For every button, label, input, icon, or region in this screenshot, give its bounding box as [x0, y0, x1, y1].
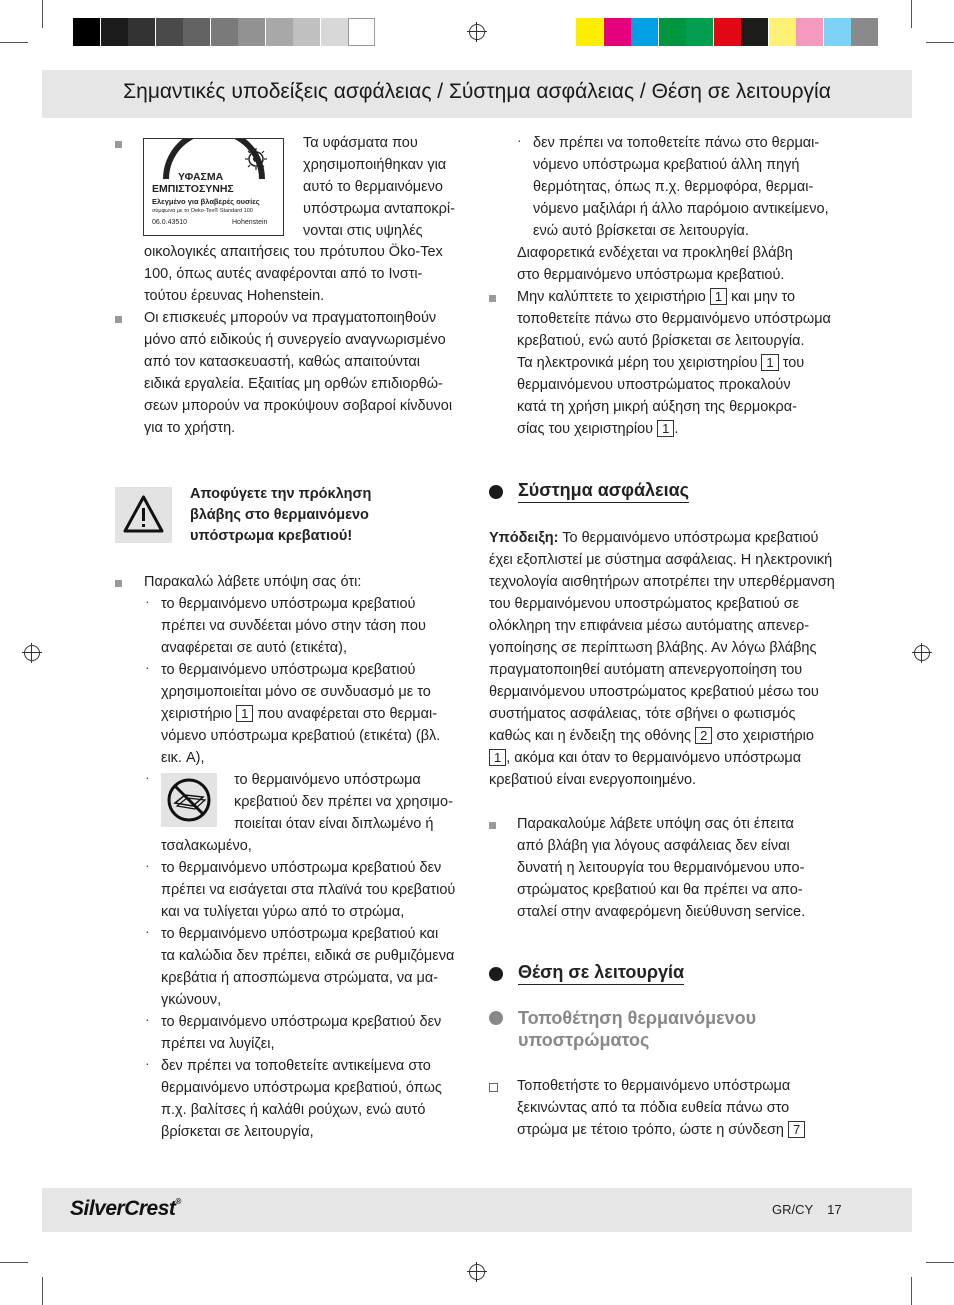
color-swatch: [686, 18, 713, 46]
page-number: 17: [827, 1202, 842, 1217]
note-intro: Παρακαλώ λάβετε υπόψη σας ότι:: [144, 574, 362, 590]
dash-bullet: ·: [517, 132, 522, 148]
bullet: [489, 295, 496, 302]
ref-number: 1: [657, 420, 674, 437]
ref-number: 1: [710, 288, 727, 305]
list-item: δεν πρέπει να τοποθετείτε πάνω στο θερμαι- νόμενο υπόστρωμα κρεβατιού άλλη πηγή θερμότητας, όπως π.χ. θερμοφόρα, θερμαι- νόμενο μαξιλάρι ή άλλο παρόμοιο αντικείμενο, ενώ αυτό βρίσκεται σε λειτουργία.: [533, 135, 829, 239]
color-swatch: [101, 18, 128, 46]
color-swatch: [714, 18, 741, 46]
ref-number: 1: [236, 705, 253, 722]
registration-mark-bottom: [467, 1262, 487, 1282]
list-item: το θερμαινόμενο υπόστρωμα κρεβατιού χρησιμοποιείται μόνο σε συνδυασμό με το χειριστήριο 1 που αναφέρεται στο θερμαι- νόμενο υπόστρωμα κρεβατιού (ετικέτα) (βλ. εικ. A),: [161, 662, 441, 766]
oeko-tex-label: [143, 138, 284, 236]
step-checkbox: [489, 1083, 498, 1092]
safety-system-heading: Σύστημα ασφάλειας: [518, 480, 689, 501]
list-item: το θερμαινόμενο υπόστρωμα κρεβατιού πρέπει να συνδέεται μόνο στην τάση που αναφέρεται σε αυτό (ετικέτα),: [161, 596, 426, 656]
crop-mark: [42, 0, 43, 28]
color-swatch: [128, 18, 155, 46]
heading-bullet: [489, 967, 503, 981]
crop-mark: [911, 1277, 912, 1305]
ref-number: 1: [761, 354, 778, 371]
safety-hint: Υπόδειξη: Το θερμαινόμενο υπόστρωμα κρεβατιού έχει εξοπλιστεί με σύστημα ασφάλειας. Η ηλεκτρονική τεχνολογία αισθητήρων αποτρέπει την υπερθέρμανση του θερμαινόμενου υποστρώματος κρεβατιού σε ολόκληρη την επιφάνεια μέσω αυτόματης απενερ- γοποίησης σε περίπτωση βλάβης. Αν λόγω βλάβης πραγματοποιηθεί αυτόματη απενεργοποίηση του θερμαινόμενου υποστρώματος κρεβατιού μέσω του συστήματος ασφάλειας, τότε σβήνει ο φωτισμός καθώς και η ένδειξη της οθόνης 2 στο χειριστήριο 1 , ακόμα και όταν το θερμαινόμενο υπόστρωμα κρεβατιού είναι ενεργοποιημένο.: [489, 530, 835, 788]
badge-line3: Ελεγμένο για βλαβερές ουσίες: [152, 197, 260, 206]
color-swatch: [769, 18, 796, 46]
region-code: GR/CY: [772, 1202, 814, 1217]
dash-bullet: ·: [145, 923, 150, 939]
color-swatch: [156, 18, 183, 46]
no-fold-pictogram: [161, 773, 217, 827]
dash-bullet: ·: [145, 1011, 150, 1027]
heading-bullet: [489, 485, 503, 499]
badge-institute: Hohenstein: [232, 219, 268, 226]
color-swatch: [348, 18, 375, 46]
list-item: δεν πρέπει να τοποθετείτε αντικείμενα στο θερμαινόμενο υπόστρωμα κρεβατιού, όπως π.χ. βαλίτσες ή καλάθι ρούχων, ενώ αυτό βρίσκεται σε λειτουργία,: [161, 1058, 442, 1140]
dash-bullet: ·: [145, 659, 150, 675]
oeko-text-continued: οικολογικές απαιτήσεις του πρότυπου Öko-Tex 100, όπως αυτές αναφέρονται από το Ινστι- τούτου έρευνας Hohenstein.: [144, 244, 443, 304]
repairs-paragraph: Οι επισκευές μπορούν να πραγματοποιηθούν μόνο από ειδικούς ή συνεργείο αναγνωρισμένο από τον κατασκευαστή, καθώς απαιτούνται ειδικά εργαλεία. Εξαιτίας μη ορθών επιδιορθώ- σεων μπορούν να προκύψουν σοβαροί κίνδυνοι για το χρήστη.: [144, 310, 453, 436]
after-damage-paragraph: Παρακαλούμε λάβετε υπόψη σας ότι έπειτα από βλάβη για λόγους ασφάλειας δεν είναι δυνατή η λειτουργία του θερμαινόμενου υπο- στρώματος κρεβατιού και θα πρέπει να απο- σταλεί στην αναφερόμενη διεύθυνση service.: [517, 816, 806, 920]
page-footer-info: [772, 1202, 842, 1217]
ref-number: 1: [489, 749, 506, 766]
warning-triangle-icon: [115, 487, 172, 543]
dash-bullet: ·: [145, 1055, 150, 1071]
crop-mark: [0, 1262, 28, 1263]
hint-label: Υπόδειξη:: [489, 530, 559, 546]
ref-number: 7: [788, 1121, 805, 1138]
color-swatch: [183, 18, 210, 46]
color-swatch: [851, 18, 878, 46]
color-swatch: [266, 18, 293, 46]
dash-bullet: ·: [145, 769, 150, 785]
color-swatch: [604, 18, 631, 46]
list-item: το θερμαινόμενο υπόστρωμα κρεβατιού και τα καλώδια δεν πρέπει, ειδικά σε ρυθμιζόμενα κρεβάτια ή αποσπώμενα στρώματα, να μα- γκώνουν,: [161, 926, 455, 1008]
color-swatch: [211, 18, 238, 46]
bullet: [489, 822, 496, 829]
oeko-text: Τα υφάσματα που χρησιμοποιήθηκαν για αυτό το θερμαινόμενο υπόστρωμα ανταποκρί- νονται στις υψηλές: [303, 135, 455, 239]
bullet: [115, 141, 122, 148]
bullet: [115, 580, 122, 587]
cover-control-paragraph: Μην καλύπτετε το χειριστήριο 1 και μην το τοποθετείτε πάνω στο θερμαινόμενο υπόστρωμα κρεβατιού, ενώ αυτό βρίσκεται σε λειτουργία. Τα ηλεκτρονικά μέρη του χειριστηρίου 1 του θερμαινόμενου υποστρώματος προκαλούν κατά τη χρήση μικρή αύξηση της θερμοκρα- σίας του χειριστηρίου 1 .: [517, 289, 831, 437]
color-swatch: [321, 18, 348, 46]
crop-mark: [926, 1262, 954, 1263]
color-swatch: [659, 18, 686, 46]
color-swatch: [576, 18, 603, 46]
list-item-folded: το θερμαινόμενο υπόστρωμα κρεβατιού δεν πρέπει να χρησιμο- ποιείται όταν είναι διπλωμένο ή: [234, 772, 453, 832]
placement-step: Τοποθετήστε το θερμαινόμενο υπόστρωμα ξεκινώντας από τα πόδια ευθεία πάνω στο στρώμα με τέτοιο τρόπο, ώστε η σύνδεση 7: [517, 1075, 857, 1141]
heading-bullet: [489, 1011, 503, 1025]
ref-number: 2: [695, 727, 712, 744]
badge-line4: σύμφωνα με το Oeko-Tex® Standard 100: [152, 208, 253, 214]
warning-box: [115, 487, 172, 543]
color-swatch: [73, 18, 100, 46]
bullet: [115, 316, 122, 323]
dash-bullet: ·: [145, 593, 150, 609]
brand-logo: SilverCrest®: [70, 1197, 181, 1220]
color-swatch: [293, 18, 320, 46]
list-item: το θερμαινόμενο υπόστρωμα κρεβατιού δεν πρέπει να λυγίζει,: [161, 1014, 442, 1052]
registration-mark-right: [912, 643, 932, 663]
placement-heading: Τοποθέτηση θερμαινόμενου υποστρώματος: [518, 1008, 757, 1050]
no-folding-icon: [161, 773, 217, 827]
crop-mark: [926, 42, 954, 43]
color-swatch: [824, 18, 851, 46]
page-title: Σημαντικές υποδείξεις ασφάλειας / Σύστημα ασφάλειας / Θέση σε λειτουργία: [123, 80, 831, 103]
registration-mark-top: [467, 22, 487, 42]
crop-mark: [911, 0, 912, 28]
color-swatch: [796, 18, 823, 46]
crop-mark: [42, 1277, 43, 1305]
damage-note: Διαφορετικά ενδέχεται να προκληθεί βλάβη στο θερμαινόμενο υπόστρωμα κρεβατιού.: [517, 245, 793, 283]
list-item-folded-continued: τσαλακωμένο,: [161, 838, 252, 854]
color-swatch: [631, 18, 658, 46]
warning-text: Αποφύγετε την πρόκληση βλάβης στο θερμαινόμενο υπόστρωμα κρεβατιού!: [190, 486, 372, 544]
badge-code: 06.0.43510: [152, 219, 188, 226]
list-item: το θερμαινόμενο υπόστρωμα κρεβατιού δεν πρέπει να εισάγεται στα πλαϊνά του κρεβατιού και να τυλίγεται γύρω από το στρώμα,: [161, 860, 456, 920]
operation-heading: Θέση σε λειτουργία: [518, 962, 684, 983]
crop-mark: [0, 42, 28, 43]
badge-line1: ΥΦΑΣΜΑ: [178, 171, 224, 183]
registration-mark-left: [22, 643, 42, 663]
badge-line2: ΕΜΠΙΣΤΟΣΥΝΗΣ: [152, 183, 234, 195]
color-swatch: [238, 18, 265, 46]
color-swatch: [741, 18, 768, 46]
dash-bullet: ·: [145, 857, 150, 873]
